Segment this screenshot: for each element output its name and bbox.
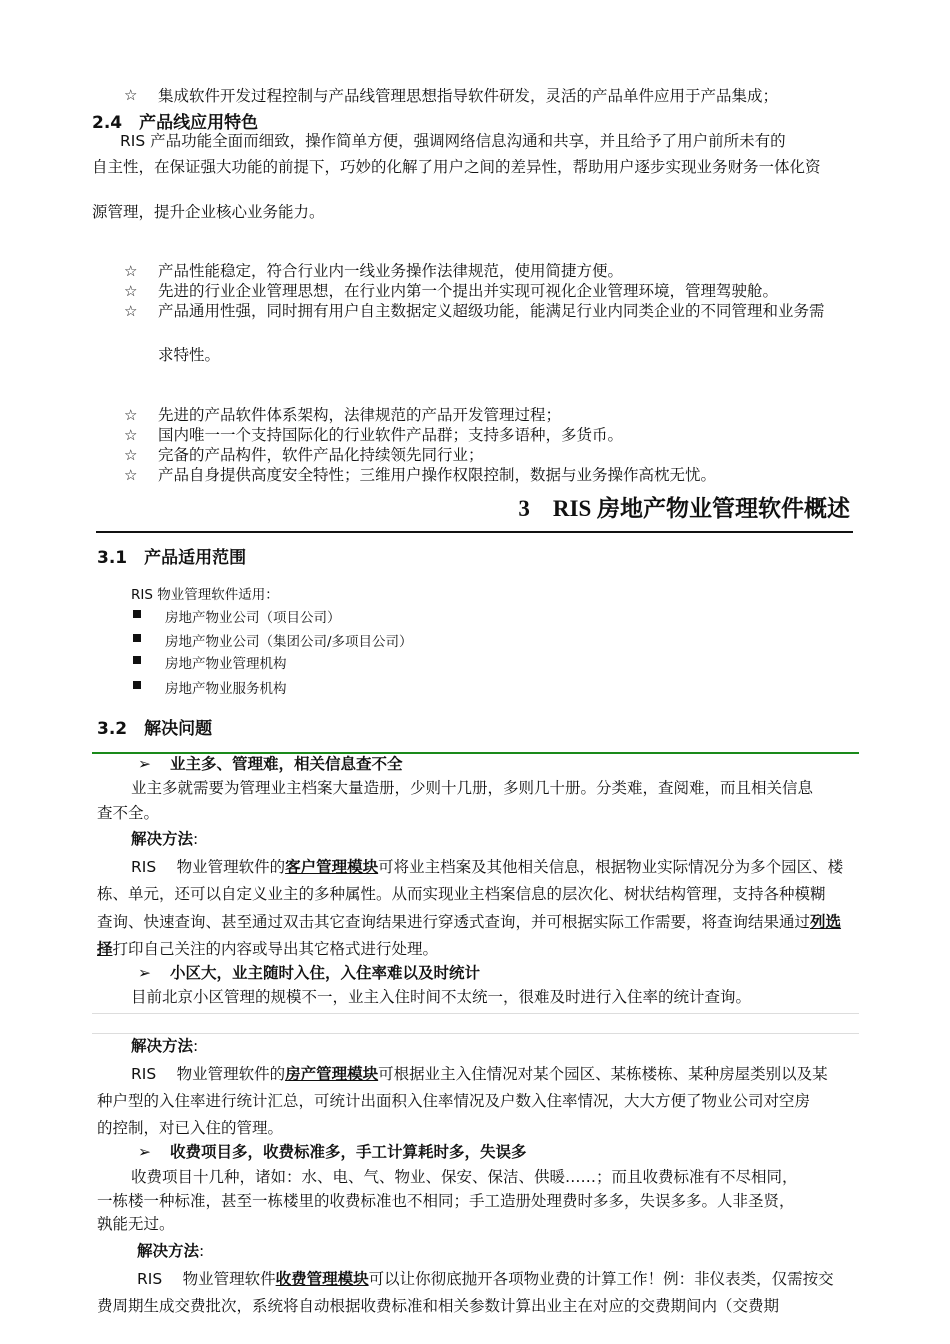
- problem-3-heading: 收费项目多，收费标准多，手工计算耗时多，失误多: [170, 1143, 527, 1161]
- star-bullet-icon: ☆: [124, 282, 138, 300]
- solution-2-label: 解决方法:: [131, 1037, 199, 1055]
- arrow-bullet-icon: ➢: [138, 755, 151, 773]
- star-bullet-icon: ☆: [124, 86, 138, 104]
- problem-1-desc-line-2: 查不全。: [97, 804, 160, 822]
- solution-2-line-3: 的控制，对已入住的管理。: [97, 1119, 284, 1137]
- star-bullet-icon: ☆: [124, 406, 138, 424]
- list1-item-continued: 求特性。: [158, 346, 221, 364]
- light-divider: [92, 1033, 859, 1034]
- customer-module-term: 客户管理模块: [285, 858, 379, 876]
- s31-item: 房地产物业管理机构: [165, 656, 287, 672]
- s31-intro: RIS 物业管理软件适用：: [131, 587, 279, 603]
- s31-item: 房地产物业公司（集团公司/多项目公司）: [165, 634, 413, 650]
- solution-3-line-1: RIS 物业管理软件收费管理模块可以让你彻底抛开各项物业费的计算工作！例：非仪表类，仅需按交: [137, 1270, 834, 1288]
- section-3-2-title: 3.2 解决问题: [97, 719, 213, 739]
- problem-1-heading: 业主多、管理难，相关信息查不全: [170, 755, 403, 773]
- problem-2-desc: 目前北京小区管理的规模不一，业主入住时间不太统一，很难及时进行入住率的统计查询。: [131, 988, 752, 1006]
- solution-1-line-1: RIS 物业管理软件的客户管理模块可将业主档案及其他相关信息，根据物业实际情况分为多个园区、楼: [131, 858, 844, 876]
- list1-item: 产品通用性强，同时拥有用户自主数据定义超级功能，能满足行业内同类企业的不同管理和业务需: [158, 302, 825, 320]
- problem-3-desc-line-3: 孰能无过。: [97, 1215, 175, 1233]
- list2-item: 完备的产品构件，软件产品化持续领先同行业；: [158, 446, 484, 464]
- solution-1-label: 解决方法:: [131, 830, 199, 848]
- s31-item: 房地产物业公司（项目公司）: [165, 610, 341, 626]
- list2-item: 产品自身提供高度安全特性；三维用户操作权限控制，数据与业务操作高枕无忧。: [158, 466, 717, 484]
- problem-3-desc-line-2: 一栋楼一种标准，甚至一栋楼里的收费标准也不相同；手工造册处理费时多多，失误多多。人非圣贤，: [97, 1192, 795, 1210]
- billing-module-term: 收费管理模块: [275, 1270, 369, 1288]
- list2-item: 先进的产品软件体系架构，法律规范的产品开发管理过程；: [158, 406, 562, 424]
- intro-line: 集成软件开发过程控制与产品线管理思想指导软件研发，灵活的产品单件应用于产品集成；: [158, 87, 779, 105]
- arrow-bullet-icon: ➢: [138, 1143, 151, 1161]
- problem-3-desc-line-1: 收费项目十几种，诸如：水、电、气、物业、保安、保洁、供暖……；而且收费标准有不尽相同，: [131, 1168, 798, 1186]
- light-divider: [92, 1013, 859, 1014]
- list2-item: 国内唯一一个支持国际化的行业软件产品群；支持多语种，多货币。: [158, 426, 624, 444]
- s24-para-line-2: 自主性，在保证强大功能的前提下，巧妙的化解了用户之间的差异性，帮助用户逐步实现业务财务一体化资: [92, 158, 821, 176]
- section-2-4-title: 2.4 产品线应用特色: [92, 113, 259, 133]
- square-bullet-icon: [133, 681, 141, 689]
- solution-1-line-3: 查询、快速查询、甚至通过双击其它查询结果进行穿透式查询，并可根据实际工作需要，将查询结果通过列选: [97, 913, 842, 931]
- problem-1-desc-line-1: 业主多就需要为管理业主档案大量造册，少则十几册，多则几十册。分类难，查阅难，而且相关信息: [131, 779, 814, 797]
- s24-para-line-3: 源管理，提升企业核心业务能力。: [92, 203, 325, 221]
- solution-1-line-4: 择打印自己关注的内容或导出其它格式进行处理。: [97, 940, 439, 958]
- solution-3-label: 解决方法:: [137, 1242, 205, 1260]
- star-bullet-icon: ☆: [124, 446, 138, 464]
- solution-2-line-1: RIS 物业管理软件的房产管理模块可根据业主入住情况对某个园区、某栋楼栋、某种房屋类别以及某: [131, 1065, 828, 1083]
- square-bullet-icon: [133, 634, 141, 642]
- property-module-term: 房产管理模块: [285, 1065, 379, 1083]
- chapter-divider: [96, 531, 853, 533]
- star-bullet-icon: ☆: [124, 302, 138, 320]
- problem-2-heading: 小区大，业主随时入住，入住率难以及时统计: [170, 964, 481, 982]
- section-3-1-title: 3.1 产品适用范围: [97, 548, 247, 568]
- list1-item: 先进的行业企业管理思想，在行业内第一个提出并实现可视化企业管理环境，管理驾驶舱。: [158, 282, 779, 300]
- square-bullet-icon: [133, 656, 141, 664]
- list1-item: 产品性能稳定，符合行业内一线业务操作法律规范，使用简捷方便。: [158, 262, 624, 280]
- solution-1-line-2: 栋、单元，还可以自定义业主的多种属性。从而实现业主档案信息的层次化、树状结构管理，支持各种模糊: [97, 885, 826, 903]
- star-bullet-icon: ☆: [124, 426, 138, 444]
- s24-para-line-1: RIS 产品功能全面而细致，操作简单方便，强调网络信息沟通和共享，并且给予了用户前所未有的: [120, 132, 786, 150]
- chapter-3-title: 3 RIS 房地产物业管理软件概述: [518, 496, 850, 521]
- arrow-bullet-icon: ➢: [138, 964, 151, 982]
- star-bullet-icon: ☆: [124, 466, 138, 484]
- square-bullet-icon: [133, 610, 141, 618]
- star-bullet-icon: ☆: [124, 262, 138, 280]
- solution-3-line-2: 费周期生成交费批次，系统将自动根据收费标准和相关参数计算出业主在对应的交费期间内（交费期: [97, 1297, 780, 1315]
- s31-item: 房地产物业服务机构: [165, 681, 287, 697]
- solution-2-line-2: 种户型的入住率进行统计汇总，可统计出面积入住率情况及户数入住率情况，大大方便了物业公司对空房: [97, 1092, 811, 1110]
